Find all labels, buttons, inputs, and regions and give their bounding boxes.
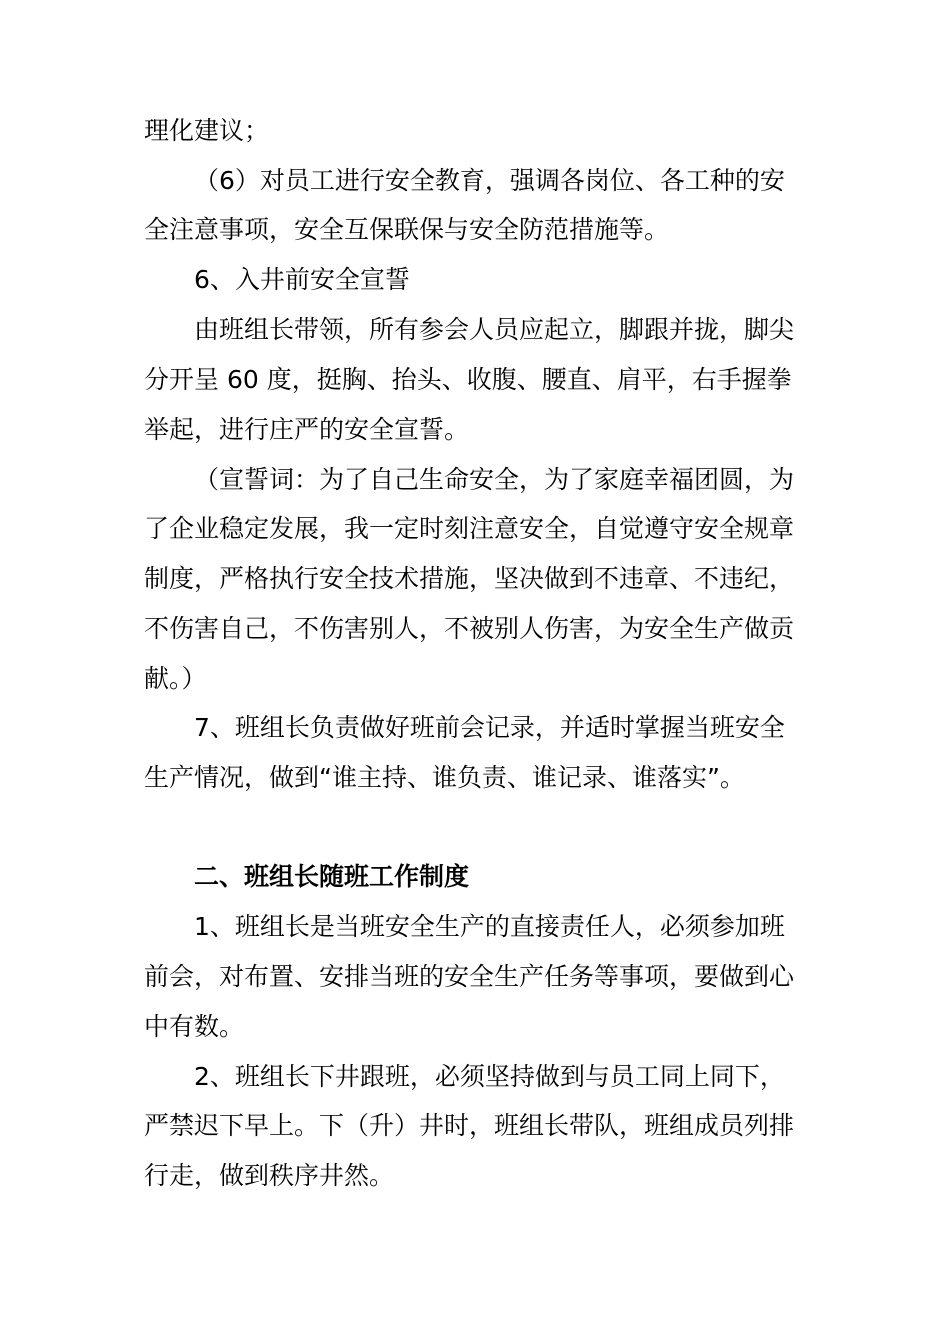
paragraph-line: 1、班组长是当班安全生产的直接责任人，必须参加班 [194, 912, 785, 941]
paragraph-line: 行走，做到秩序井然。 [144, 1161, 395, 1190]
paragraph-line: （宣誓词：为了自己生命安全，为了家庭幸福团圆，为 [194, 465, 795, 494]
paragraph-line: 分开呈 60 度，挺胸、抬头、收腹、腰直、肩平，右手握拳 [144, 365, 792, 394]
paragraph-line: 理化建议； [144, 116, 270, 145]
paragraph-line: 前会，对布置、安排当班的安全生产任务等事项，要做到心 [144, 962, 795, 991]
paragraph-line: 中有数。 [144, 1012, 245, 1041]
paragraph-line: 严禁迟下早上。下（升）井时，班组长带队，班组成员列排 [144, 1111, 795, 1140]
section-heading: 6、入井前安全宣誓 [194, 265, 410, 294]
paragraph-line: 制度，严格执行安全技术措施，坚决做到不违章、不违纪， [144, 564, 795, 593]
paragraph-line: 生产情况，做到“谁主持、谁负责、谁记录、谁落实”。 [144, 763, 745, 792]
paragraph-line: 7、班组长负责做好班前会记录，并适时掌握当班安全 [194, 713, 785, 742]
paragraph-line: （6）对员工进行安全教育，强调各岗位、各工种的安 [194, 166, 785, 195]
paragraph-line: 不伤害自己，不伤害别人，不被别人伤害，为安全生产做贡 [144, 614, 795, 643]
paragraph-line: 由班组长带领，所有参会人员应起立，脚跟并拢，脚尖 [194, 315, 795, 344]
paragraph-line: 举起，进行庄严的安全宣誓。 [144, 415, 470, 444]
paragraph-line: 了企业稳定发展，我一定时刻注意安全，自觉遵守安全规章 [144, 514, 795, 543]
paragraph-line: 献。） [144, 664, 207, 693]
chapter-heading: 二、班组长随班工作制度 [194, 862, 470, 891]
paragraph-line: 全注意事项，安全互保联保与安全防范措施等。 [144, 215, 670, 244]
paragraph-line: 2、班组长下井跟班，必须坚持做到与员工同上同下， [194, 1062, 785, 1091]
